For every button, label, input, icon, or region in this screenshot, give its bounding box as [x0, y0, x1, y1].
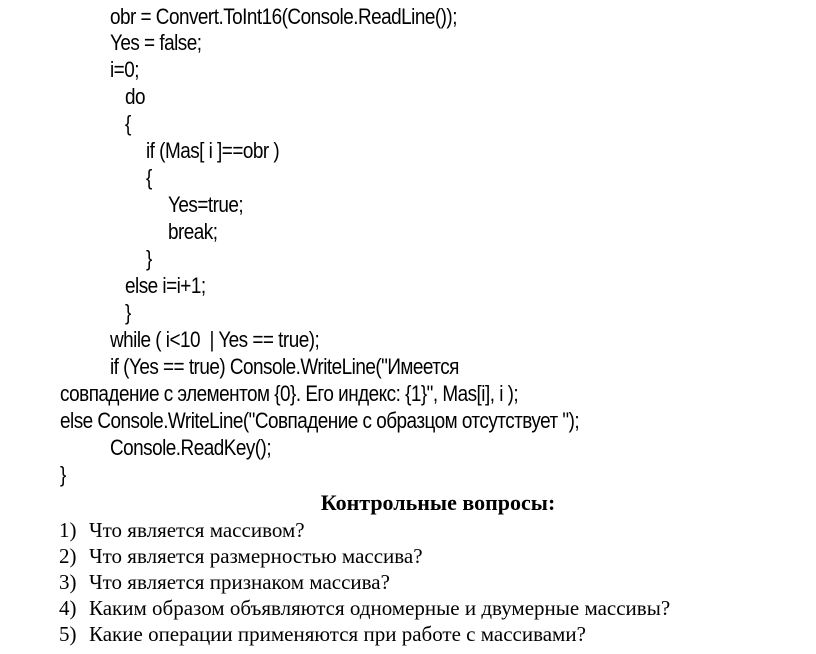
- question-item: [59, 622, 586, 647]
- code-line: if (Mas[ i ]==obr ): [146, 138, 280, 163]
- question-text: Что является признаком массива?: [89, 570, 390, 594]
- code-line: do: [125, 84, 146, 109]
- code-line: }: [60, 462, 66, 487]
- questions-heading: Контрольные вопросы:: [320, 490, 556, 515]
- code-line: if (Yes == true) Console.WriteLine("Имеется: [110, 354, 459, 379]
- code-line: i=0;: [110, 57, 139, 82]
- code-line: совпадение с элементом {0}. Его индекс: {1}", Mas[i], i );: [60, 381, 519, 406]
- question-item: [59, 518, 305, 543]
- code-line: else i=i+1;: [125, 273, 206, 298]
- question-number: 2): [59, 544, 77, 568]
- question-number: 1): [59, 518, 77, 542]
- question-item: [59, 544, 423, 569]
- code-line: obr = Convert.ToInt16(Console.ReadLine());: [110, 4, 457, 29]
- question-text: Какие операции применяются при работе с массивами?: [89, 622, 586, 646]
- code-line: Yes = false;: [110, 30, 202, 55]
- question-text: Что является массивом?: [89, 518, 305, 542]
- code-line: Yes=true;: [168, 192, 244, 217]
- code-line: break;: [168, 219, 218, 244]
- code-line: }: [125, 300, 131, 325]
- code-line: {: [146, 165, 152, 190]
- question-number: 3): [59, 570, 77, 594]
- question-text: Каким образом объявляются одномерные и двумерные массивы?: [89, 596, 671, 620]
- question-item: [59, 596, 670, 621]
- code-line: {: [125, 111, 131, 136]
- code-line: while ( i<10 | Yes == true);: [110, 327, 320, 352]
- question-item: [59, 570, 390, 595]
- question-text: Что является размерностью массива?: [89, 544, 423, 568]
- question-number: 5): [59, 622, 77, 646]
- code-line: Console.ReadKey();: [110, 435, 272, 460]
- question-number: 4): [59, 596, 77, 620]
- code-line: else Console.WriteLine("Совпадение с образцом отсутствует ");: [60, 408, 580, 433]
- code-line: }: [146, 246, 152, 271]
